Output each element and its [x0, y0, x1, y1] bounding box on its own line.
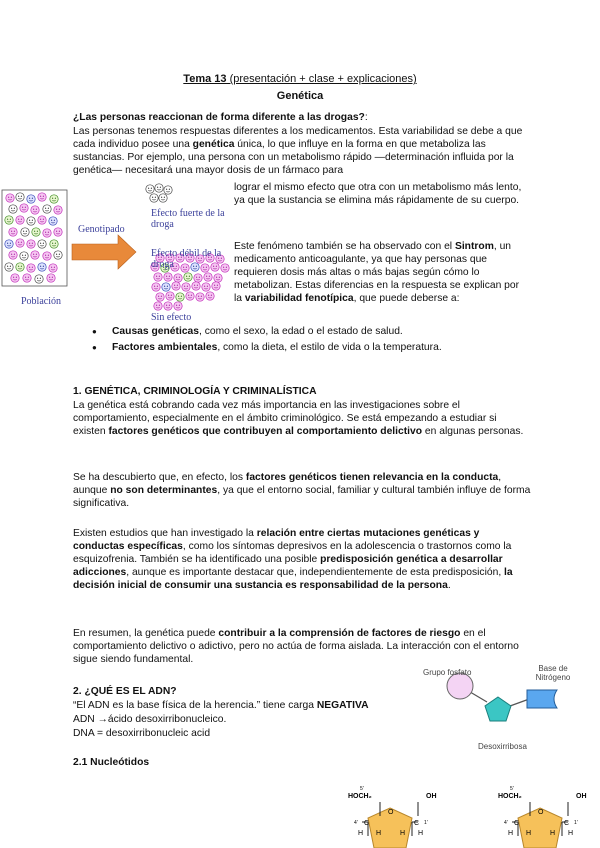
- bullet-rest: , como el sexo, la edad o el estado de salud.: [199, 326, 403, 337]
- bullet-item: [92, 325, 532, 341]
- strong-effect-faces: [146, 184, 172, 202]
- label-genotipado: Genotipado: [78, 224, 125, 235]
- s1p4c: en el comportamiento delictivo o adictivo, pero no actúa de forma aislada. La interacción con el entorno sigue siendo fundamental.: [73, 628, 519, 665]
- s1p3f: la decisión inicial de consumir una sustancia es responsabilidad de la persona: [73, 567, 513, 591]
- s1p3g: .: [447, 580, 451, 591]
- prime4-text: 4': [354, 820, 358, 826]
- title-paren: (presentación + clase + explicaciones): [226, 73, 417, 85]
- h-text-3: H: [550, 830, 556, 837]
- label-efecto-debil: Efecto débil de la droga: [151, 248, 222, 270]
- o-text: O: [388, 809, 394, 816]
- genotipado-arrow: [72, 235, 136, 269]
- s2l1a: “El ADN es la base física de la herencia.” tiene carga: [73, 700, 317, 711]
- question-text: ¿Las personas reaccionan de forma diferente a las drogas?: [73, 112, 365, 123]
- section2-heading: 2. ¿QUÉ ES EL ADN?: [73, 686, 177, 697]
- prime4-text: 4': [504, 820, 508, 826]
- h-text: H: [358, 830, 364, 837]
- section1-paragraph-3: [73, 527, 531, 592]
- label-poblacion: Población: [21, 296, 61, 307]
- label-desoxirribosa: Desoxirribosa: [478, 742, 527, 751]
- s1p3a: Existen estudios que han investigado la: [73, 528, 257, 539]
- label-base-nitrogeno: Base de Nitrógeno: [535, 664, 571, 682]
- s1p4b: contribuir a la comprensión de factores de riesgo: [218, 628, 461, 639]
- p1a: Las personas tenemos respuestas diferentes a los medicamentos. Esta variabilidad se debe a que cada individuo posee una: [73, 126, 523, 150]
- intro-question: [73, 111, 533, 124]
- s1p1c: en algunas personas.: [422, 426, 524, 437]
- c-text: C: [364, 820, 370, 827]
- label-grupo-fosfato: Grupo fosfato: [423, 668, 472, 677]
- s1p3d: predisposición genética a desarrollar adicciones: [73, 554, 503, 578]
- question-suffix: :: [364, 112, 368, 123]
- p1c: única, lo que influye en la forma en que metaboliza las sustancias. Por ejemplo, una persona con un metabolismo rápido —determinación influida por la genética— necesitará una mayor dosis de un fármaco para: [73, 139, 514, 176]
- s1p2c: , aunque: [73, 472, 502, 496]
- section1-paragraph-2: [73, 471, 531, 510]
- oh-text: OH: [426, 793, 437, 800]
- p2a: Este fenómeno también se ha observado con el: [234, 241, 455, 252]
- page-subtitle: Genética: [276, 90, 324, 102]
- s1p2a: Se ha descubierto que, en efecto, los: [73, 472, 246, 483]
- p2c: , un medicamento anticoagulante, ya que hay personas que requieren dosis más altas o más bajas según cómo lo metabolizan. Estas diferencias en la respuesta se explican por la: [234, 241, 520, 304]
- p2d: variabilidad fenotípica: [244, 293, 354, 304]
- section1-heading: 1. GENÉTICA, CRIMINOLOGÍA Y CRIMINALÍSTICA: [73, 386, 317, 397]
- intro-paragraph-1: [73, 125, 531, 177]
- c-text-r: C: [414, 820, 420, 827]
- p2e: , que puede deberse a:: [353, 293, 460, 304]
- h-text-4: H: [418, 830, 424, 837]
- s1p3b: relación entre ciertas mutaciones genéticas y conductas específicas: [73, 528, 480, 552]
- bullet-rest: , como la dieta, el estilo de vida o la temperatura.: [217, 342, 442, 353]
- base-shape: [527, 690, 557, 708]
- section2-line-1: [73, 699, 403, 712]
- page-title: [0, 73, 600, 86]
- h-text-4: H: [568, 830, 574, 837]
- label-efecto-fuerte: Efecto fuerte de la droga: [151, 208, 225, 230]
- section2-line-3: DNA = desoxirribonucleic acid: [73, 728, 211, 739]
- prime1-text: 1': [574, 820, 578, 826]
- prime5-text: 5': [510, 786, 514, 792]
- s2l1b: NEGATIVA: [316, 700, 369, 711]
- section1-paragraph-4: [73, 627, 531, 666]
- hoch2-text: HOCH₂: [498, 793, 522, 800]
- section2-1-heading: 2.1 Nucleótidos: [73, 757, 150, 768]
- h-text-2: H: [376, 830, 382, 837]
- s1p2d: no son determinantes: [110, 485, 218, 496]
- h-text: H: [508, 830, 514, 837]
- title-main: Tema 13: [183, 73, 227, 85]
- s1p3c: , como los síntomas depresivos en la adolescencia o trastornos como la esquizofrenia. También se ha identificado una posible: [73, 541, 512, 565]
- bullet-bold: Factores ambientales: [112, 342, 218, 353]
- o-text: O: [538, 809, 544, 816]
- intro-paragraph-2: [234, 240, 528, 305]
- section1-paragraph-1: [73, 399, 531, 438]
- s1p2b: factores genéticos tienen relevancia en la conducta: [245, 472, 499, 483]
- c-text-r: C: [564, 820, 570, 827]
- s1p3e: , aunque es importante destacar que, independientemente de esta predisposición,: [126, 567, 505, 578]
- oh-text: OH: [576, 793, 587, 800]
- section2-line-2: ADN →ácido desoxirribonucleico.: [73, 714, 227, 725]
- p2b: Sintrom: [454, 241, 494, 252]
- deoxyribose-structure-left: [340, 780, 440, 848]
- s1p1b: factores genéticos que contribuyen al comportamiento delictivo: [108, 426, 423, 437]
- hoch2-text: HOCH₂: [348, 793, 372, 800]
- prime5-text: 5': [360, 786, 364, 792]
- p1b: genética: [192, 139, 235, 150]
- label-sin-efecto: Sin efecto: [151, 312, 192, 323]
- variability-bullets: [92, 325, 532, 357]
- s1p4a: En resumen, la genética puede: [73, 628, 219, 639]
- h-text-2: H: [526, 830, 532, 837]
- deoxyribose-structure-right: [490, 780, 590, 848]
- s1p2e: , ya que el entorno social, familiar y cultural también influye de forma significativa.: [73, 485, 531, 509]
- population-box: [2, 190, 67, 286]
- bullet-bold: Causas genéticas: [112, 326, 199, 337]
- c-text: C: [514, 820, 520, 827]
- intro-paragraph-1-cont: lograr el mismo efecto que otra con un metabolismo más lento, ya que la sustancia se elimina más rápidamente de su cuerpo.: [234, 182, 522, 206]
- s1p1a: La genética está cobrando cada vez más importancia en las investigaciones sobre el comportamiento, especialmente en el ámbito criminológico. Se está empezando a estudiar si existen: [73, 400, 497, 437]
- prime1-text: 1': [424, 820, 428, 826]
- h-text-3: H: [400, 830, 406, 837]
- deoxyribose-pentagon: [485, 697, 511, 721]
- bullet-item: [92, 341, 532, 357]
